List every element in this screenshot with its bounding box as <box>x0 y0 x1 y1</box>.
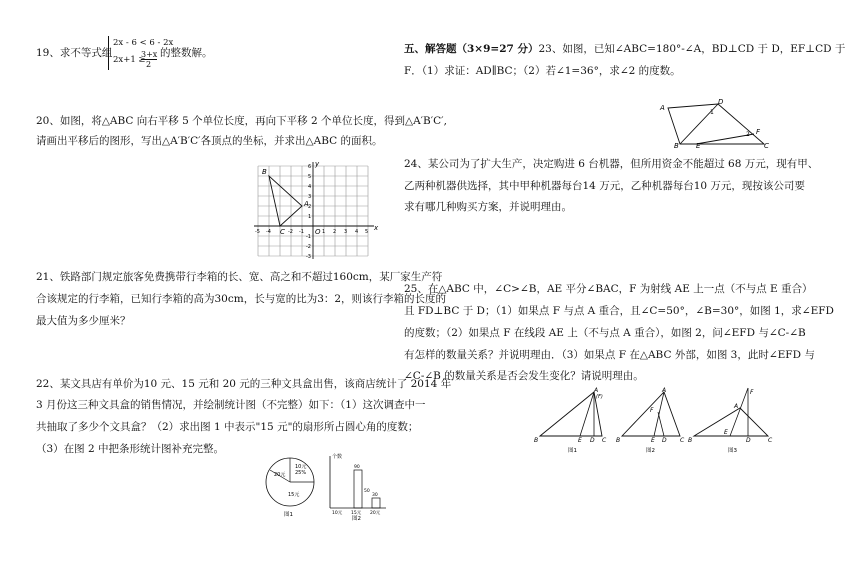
q20-xtick: 5 <box>365 229 369 235</box>
q20-ytick: -3 <box>306 254 311 260</box>
q23-text1: 23、如图，已知∠ABC=180°-∠A，BD⊥CD 于 D，EF⊥CD 于 <box>538 43 845 55</box>
q25-fig3-triangle <box>694 408 768 436</box>
q22-bar-caption: 图2 <box>352 516 361 522</box>
q22-pie-label-20: 20元 <box>274 472 286 478</box>
q23-label-e: E <box>696 142 701 150</box>
q20-grid-figure <box>250 160 380 260</box>
q22-bar-cat: 10元 <box>332 511 343 516</box>
q25-fig1-caption: 图1 <box>568 448 577 454</box>
q25-fig1-label-c: C <box>602 437 607 444</box>
q19-frac-den: 2 <box>146 60 152 69</box>
q20-xtick: -4 <box>266 229 271 235</box>
q20-label-x: x <box>374 224 379 232</box>
q25-line5: ∠C-∠B 的数量关系是否会发生变化？请说明理由。 <box>404 370 644 382</box>
q20-xtick: 4 <box>355 229 359 235</box>
q22-pie-label-10: 10元 <box>295 464 307 470</box>
q23-line2: F．（1）求证：AD∥BC；（2）若∠1=36°，求∠2 的度数。 <box>404 65 681 77</box>
q23-label-d: D <box>718 98 724 106</box>
q23-figure <box>654 96 770 148</box>
q20-line2: 请画出平移后的图形，写出△A′B′C′各顶点的坐标，并求出△ABC 的面积。 <box>36 135 383 147</box>
q25-fig3 <box>688 388 773 454</box>
q25-fig1 <box>534 387 607 454</box>
q20-label-y: y <box>315 160 320 168</box>
q25-fig3-label-a: A <box>734 403 739 410</box>
q20-xtick: 3 <box>344 229 348 235</box>
q21-line3: 最大值为多少厘米？ <box>36 315 131 327</box>
q22-bar-chart <box>330 453 386 522</box>
q20-label-a: A <box>304 200 309 208</box>
q20-x-ticks <box>255 229 368 235</box>
q25-line1: 25、在△ABC 中，∠C>∠B，AE 平分∠BAC，F 为射线 AE 上一点（不与点 E 重合） <box>404 283 813 295</box>
q20-ytick: 3 <box>308 194 312 200</box>
q25-fig2-label-d: D <box>662 437 667 444</box>
q22-pie-chart <box>266 458 314 518</box>
q22-pie-caption: 图1 <box>284 512 293 518</box>
q24-line3: 求有哪几种购买方案，并说明理由。 <box>404 201 572 213</box>
q25-fig2-perpendicular <box>658 412 664 436</box>
q22-bar-cat: 15元 <box>351 511 362 516</box>
q20-ytick: 1 <box>308 214 312 220</box>
q25-fig1-label-d: D <box>590 437 595 444</box>
q22-pie-label-25pct: 25% <box>295 470 307 476</box>
q19-inequality-system <box>108 36 174 70</box>
q20-xtick: 2 <box>333 229 337 235</box>
q25-line4: 有怎样的数量关系？并说明理由．（3）如果点 F 在△ABC 外部，如图 3，此时∠EFD 与 <box>404 349 815 361</box>
q23-angle-2: 2 <box>746 131 750 138</box>
q20-y-ticks <box>306 164 311 260</box>
q22-charts <box>262 452 392 520</box>
q25-fig2 <box>616 387 685 454</box>
q20-ytick: -1 <box>306 234 311 240</box>
q20-ytick: 4 <box>308 184 312 190</box>
q25-line3: 的度数；（2）如果点 F 在线段 AE 上（不与点 A 重合），如图 2，问∠EFD 与∠C-∠B <box>404 327 806 339</box>
q23-label-a: A <box>660 104 665 112</box>
q25-fig3-label-c: C <box>768 437 773 444</box>
q25-fig2-label-b: B <box>616 437 621 444</box>
q22-bar-value-top: 90 <box>354 465 360 470</box>
q25-fig2-caption: 图2 <box>646 448 655 454</box>
q22-bar-value-mid: 50 <box>364 489 370 494</box>
q20-ytick: 6 <box>308 164 312 170</box>
q20-ytick: 2 <box>308 204 312 210</box>
q20-xtick: -5 <box>255 229 260 235</box>
q25-fig3-label-e: E <box>724 429 728 436</box>
q25-fig2-label-f: F <box>650 407 654 414</box>
q19-suffix: 的整数解。 <box>160 47 213 59</box>
q23-line1 <box>404 40 845 58</box>
q20-ytick: -2 <box>306 244 311 250</box>
q24-line2: 乙两种机器供选择，其中甲种机器每台14 万元，乙种机器每台10 万元，现按该公司要 <box>404 180 805 192</box>
q20-triangle-abc <box>269 176 302 226</box>
q20-xtick: 1 <box>322 229 326 235</box>
q25-fig2-label-c: C <box>680 437 685 444</box>
q25-fig2-label-e: E <box>651 437 655 444</box>
section-heading: 五、解答题（3×9=27 分） <box>404 43 539 55</box>
q25-fig1-bisector <box>580 392 594 436</box>
q22-bar-cat: 20元 <box>370 511 381 516</box>
q20-label-b: B <box>262 168 267 176</box>
q22-bar-15 <box>354 470 362 508</box>
q22-line2: 3 月份这三种文具盒的销售情况，并绘制统计图（不完整）如下：（1）这次调查中一 <box>36 399 426 411</box>
q23-label-c: C <box>764 142 769 150</box>
q25-fig1-label-a: A <box>594 387 599 394</box>
q20-ytick: 5 <box>308 174 312 180</box>
q25-fig2-triangle <box>622 392 680 436</box>
q25-fig1-label-f: (F) <box>596 394 603 400</box>
q23-quadrilateral <box>668 104 764 144</box>
q24-line1: 24、某公司为了扩大生产，决定购进 6 台机器，但所用资金不能超过 68 万元，现有甲、 <box>404 158 819 170</box>
q25-fig1-label-e: E <box>578 437 582 444</box>
q25-fig1-triangle <box>540 392 602 436</box>
q22-bar-ylabel: 个数 <box>332 454 343 460</box>
q23-angle-1: 1 <box>710 109 714 116</box>
q19-prefix: 19、求不等式组 <box>36 47 113 59</box>
q20-xtick: -2 <box>288 229 293 235</box>
q20-label-c: C <box>280 228 285 236</box>
q22-line1: 22、某文具店有单价为10 元、15 元和 20 元的三种文具盒出售，该商店统计了 2014 年 <box>36 378 452 390</box>
q23-label-f: F <box>756 128 761 136</box>
q25-figures <box>534 386 774 456</box>
q22-pie-label-15: 15元 <box>288 492 300 498</box>
q25-fig3-caption: 图3 <box>728 448 737 454</box>
q25-fig2-label-a: A <box>662 387 667 394</box>
q25-fig3-label-b: B <box>688 437 693 444</box>
q25-fig3-label-f: F <box>750 389 754 396</box>
q22-bar-20 <box>372 498 380 508</box>
q21-line1: 21、铁路部门规定旅客免费携带行李箱的长、宽、高之和不超过160cm，某厂家生产符 <box>36 271 443 283</box>
q19-ineq1: 2x - 6 < 6 - 2x <box>113 38 174 48</box>
q23-label-b: B <box>674 142 679 150</box>
q22-line4: （3）在图 2 中把条形统计图补充完整。 <box>36 443 225 455</box>
q20-line1: 20、如图，将△ABC 向右平移 5 个单位长度，再向下平移 2 个单位长度，得到△A′B′C′, <box>36 115 447 127</box>
q20-label-o: O <box>315 228 321 236</box>
q19-ineq2-left: 2x+1 ≥ <box>113 55 146 65</box>
q25-fig3-label-d: D <box>746 437 751 444</box>
q22-line3: 共抽取了多少个文具盒？（2）求出图 1 中表示"15 元"的扇形所占圆心角的度数； <box>36 421 419 433</box>
q25-line2: 且 FD⊥BC 于 D；（1）如果点 F 与点 A 重合，且∠C=50°，∠B=30°，如图 1，求∠EFD <box>404 305 834 317</box>
q22-bar-value-low: 30 <box>372 493 378 498</box>
q25-fig1-label-b: B <box>534 437 539 444</box>
q19-frac-num: 3+x <box>141 50 158 59</box>
q21-line2: 合该规定的行李箱，已知行李箱的高为30cm，长与宽的比为3：2，则该行李箱的长度的 <box>36 293 447 305</box>
q20-xtick: -1 <box>299 229 304 235</box>
